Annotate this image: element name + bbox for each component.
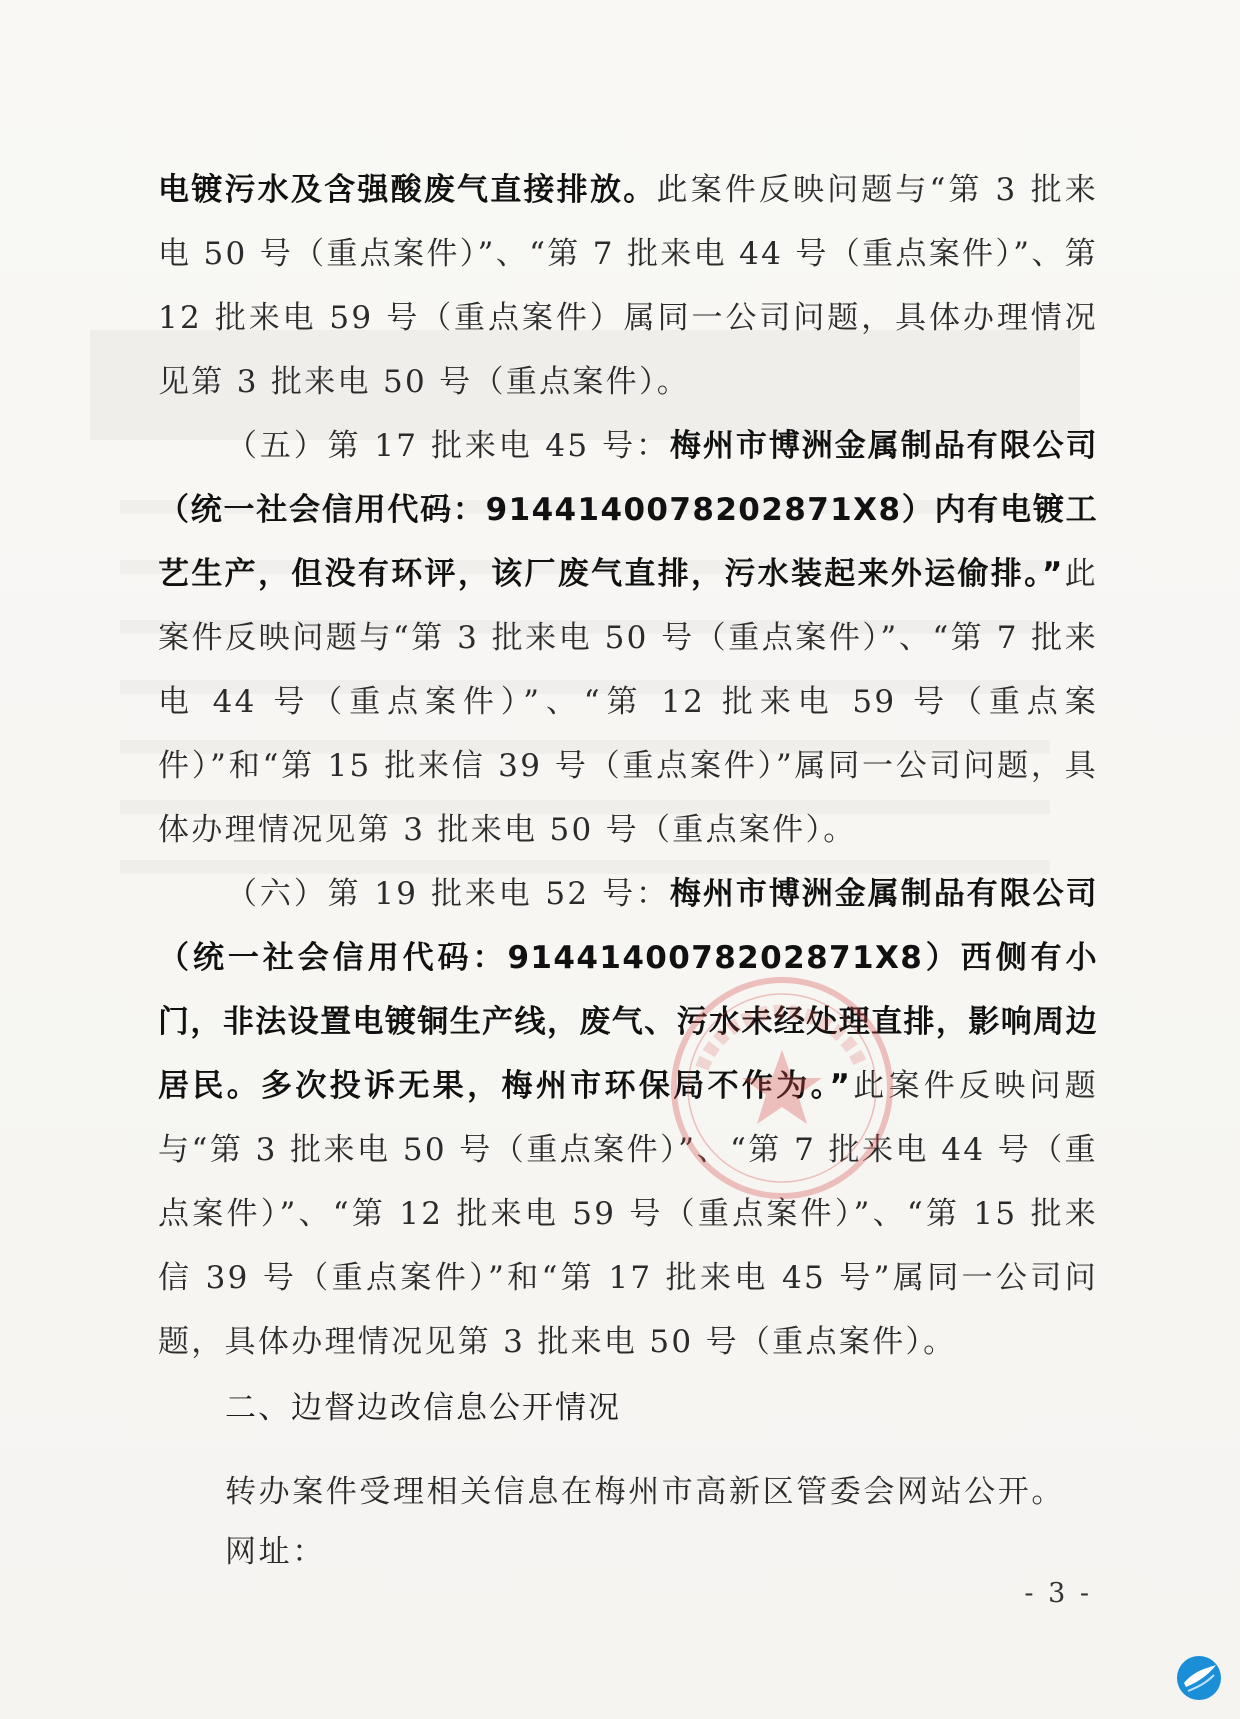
paragraph-text: 此案件反映问题与“第 3 批来电 50 号（重点案件）”、“第 7 批来电 44 号（重点案件）”、第 12 批来电 59 号（重点案件）属同一公司问题，具体办理情况见第 3 批来电 50 号（重点案件）。 xyxy=(158,172,1098,400)
complaint-text-bold: 梅州市博洲金属制品有限公司（统一社会信用代码：9144140078202871X8）西侧有小门，非法设置电镀铜生产线，废气、污水未经处理直排，影响周边居民。多次投诉无果，梅州市环保局不作为。” xyxy=(158,876,1098,1104)
section-heading: 二、边督边改信息公开情况 xyxy=(225,1390,621,1426)
paragraph-item-6 xyxy=(158,862,1098,1374)
item-prefix: （六）第 19 批来电 52 号： xyxy=(226,876,670,912)
paragraph-text: 此案件反映问题与“第 3 批来电 50 号（重点案件）”、“第 7 批来电 44 号（重点案件）”、“第 12 批来电 59 号（重点案件）”和“第 15 批来信 39 号（重点案件）”属同一公司问题，具体办理情况见第 3 批来电 50 号（重点案件）。 xyxy=(158,556,1098,848)
closing-line-1: 转办案件受理相关信息在梅州市高新区管委会网站公开。 xyxy=(225,1474,1065,1510)
closing-paragraph xyxy=(225,1462,1095,1582)
paragraph-continued xyxy=(158,158,1098,414)
paragraph-text: 此案件反映问题与“第 3 批来电 50 号（重点案件）”、“第 7 批来电 44 号（重点案件）”、“第 12 批来电 59 号（重点案件）”、“第 15 批来信 39 号（重点案件）”和“第 17 批来电 45 号”属同一公司问题，具体办理情况见第 3 批来电 50 号（重点案件）。 xyxy=(158,1068,1098,1360)
closing-line-2: 网址： xyxy=(225,1534,326,1570)
paragraph-item-5 xyxy=(158,414,1098,862)
app-logo-icon xyxy=(1174,1653,1224,1703)
document-body xyxy=(158,158,1098,1374)
item-prefix: （五）第 17 批来电 45 号： xyxy=(226,428,670,464)
page-number: - 3 - xyxy=(1024,1578,1092,1609)
complaint-text-bold: 梅州市博洲金属制品有限公司（统一社会信用代码：9144140078202871X8）内有电镀工艺生产，但没有环评，该厂废气直排，污水装起来外运偷排。” xyxy=(158,428,1098,592)
complaint-text-bold: 电镀污水及含强酸废气直接排放。 xyxy=(158,172,657,208)
